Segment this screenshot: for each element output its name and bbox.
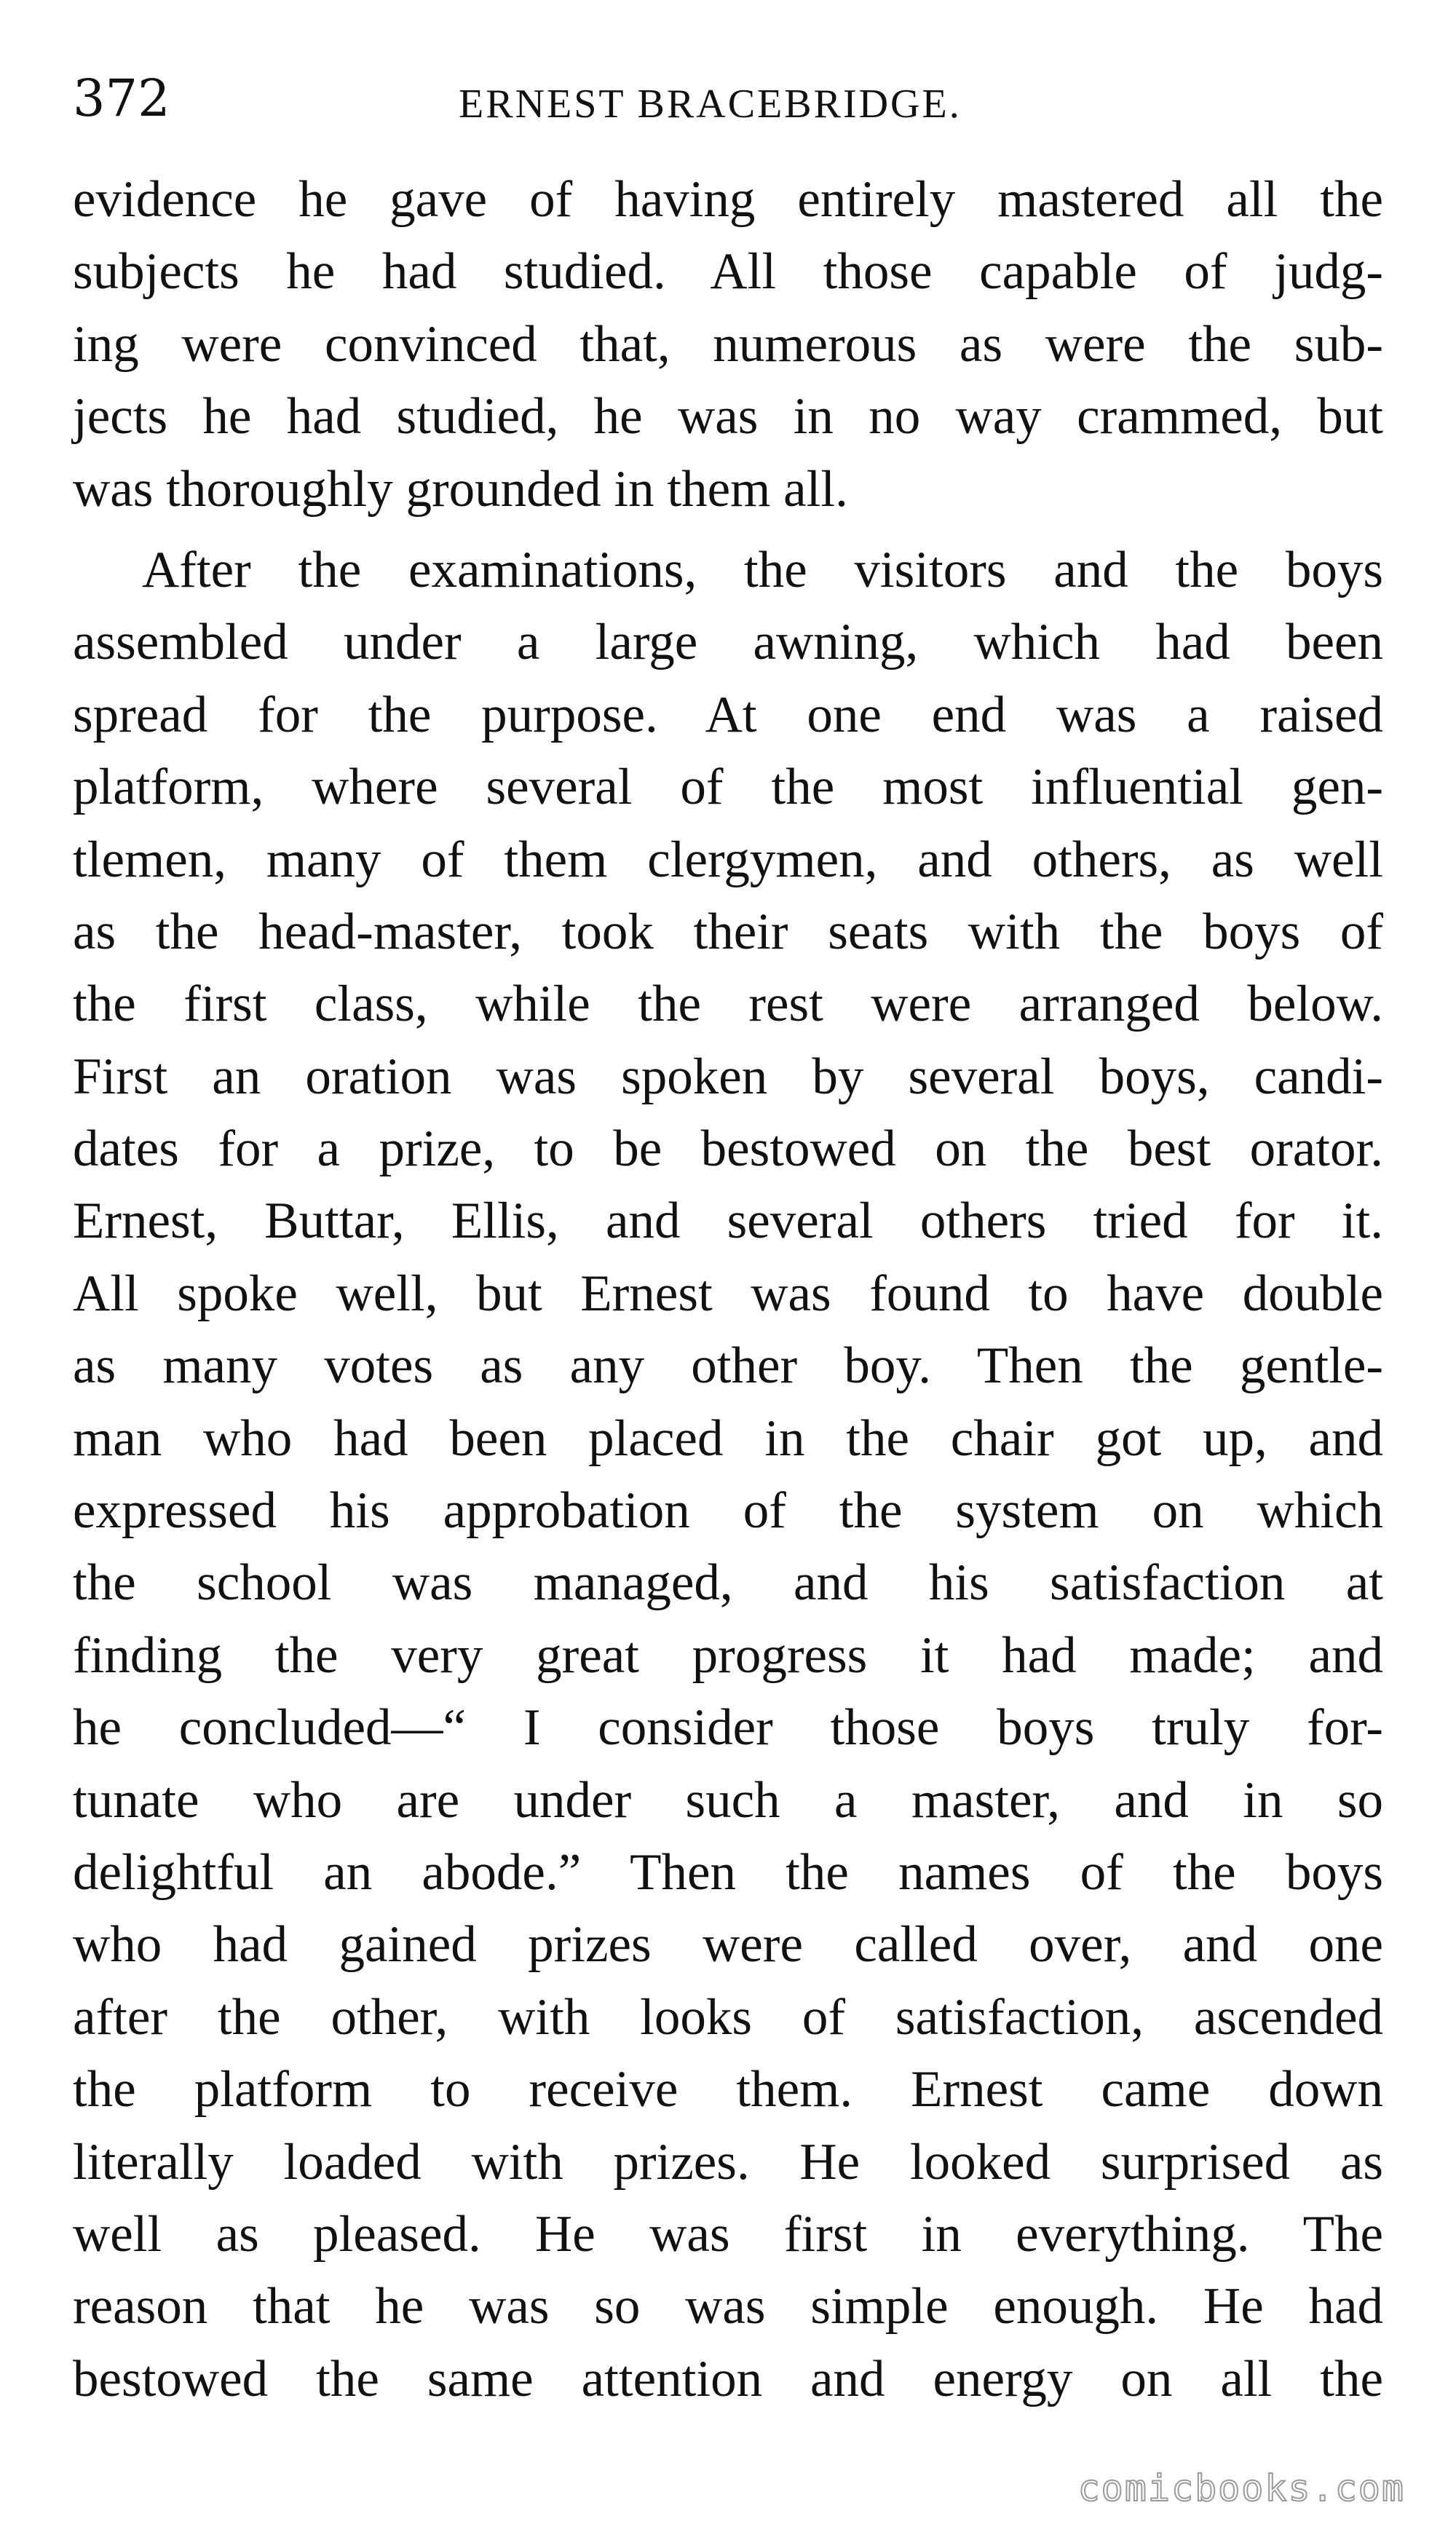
text-line: All spoke well, but Ernest was found to have double xyxy=(73,1265,1383,1322)
text-line: spread for the purpose. At one end was a raised xyxy=(73,686,1383,743)
text-line: delightful an abode.” Then the names of the boys xyxy=(73,1843,1383,1901)
paragraph-gap xyxy=(73,526,1383,534)
page-number: 372 xyxy=(73,68,170,128)
text-line: tunate who are under such a master, and in so xyxy=(73,1771,1383,1829)
text-line: jects he had studied, he was in no way crammed, but xyxy=(73,388,1383,446)
text-line: After the examinations, the visitors and the boys xyxy=(142,541,1383,598)
text-line: assembled under a large awning, which had been xyxy=(73,614,1383,671)
text-line: the first class, while the rest were arranged below. xyxy=(73,976,1383,1033)
running-title: ERNEST BRACEBRIDGE. xyxy=(459,82,962,127)
text-line: First an oration was spoken by several boys, candi- xyxy=(73,1048,1383,1105)
text-line: ing were convinced that, numerous as were the sub- xyxy=(73,315,1383,373)
text-line: was thoroughly grounded in them all. xyxy=(73,460,848,518)
text-line: dates for a prize, to be bestowed on the best orator. xyxy=(73,1120,1383,1178)
text-line: after the other, with looks of satisfaction, ascended xyxy=(73,1988,1383,2046)
page-header xyxy=(73,58,1383,138)
text-line: as the head-master, took their seats with the boys of xyxy=(73,903,1383,960)
text-line: finding the very great progress it had made; and xyxy=(73,1626,1383,1684)
text-line: reason that he was so was simple enough. He had xyxy=(73,2278,1383,2335)
text-line: well as pleased. He was first in everything. The xyxy=(73,2205,1383,2263)
text-line: literally loaded with prizes. He looked surprised as xyxy=(73,2133,1383,2191)
text-line: Ernest, Buttar, Ellis, and several others tried for it. xyxy=(73,1192,1383,1250)
text-line: subjects he had studied. All those capable of judg- xyxy=(73,243,1383,301)
text-line: evidence he gave of having entirely mastered all the xyxy=(73,171,1383,228)
watermark-text: comicbooks.com xyxy=(1077,2467,1405,2509)
text-line: tlemen, many of them clergymen, and others, as well xyxy=(73,831,1383,888)
text-line: he concluded—“ I consider those boys truly for- xyxy=(73,1699,1383,1757)
text-line: bestowed the same attention and energy on all the xyxy=(73,2350,1383,2408)
text-line: man who had been placed in the chair got up, and xyxy=(73,1409,1383,1467)
text-line: platform, where several of the most influential gen- xyxy=(73,759,1383,816)
text-line: expressed his approbation of the system on which xyxy=(73,1482,1383,1540)
text-line: as many votes as any other boy. Then the gentle- xyxy=(73,1337,1383,1395)
text-line: who had gained prizes were called over, and one xyxy=(73,1916,1383,1974)
text-line: the school was managed, and his satisfaction at xyxy=(73,1554,1383,1612)
body-text xyxy=(73,164,1383,2416)
text-line: the platform to receive them. Ernest came down xyxy=(73,2061,1383,2118)
